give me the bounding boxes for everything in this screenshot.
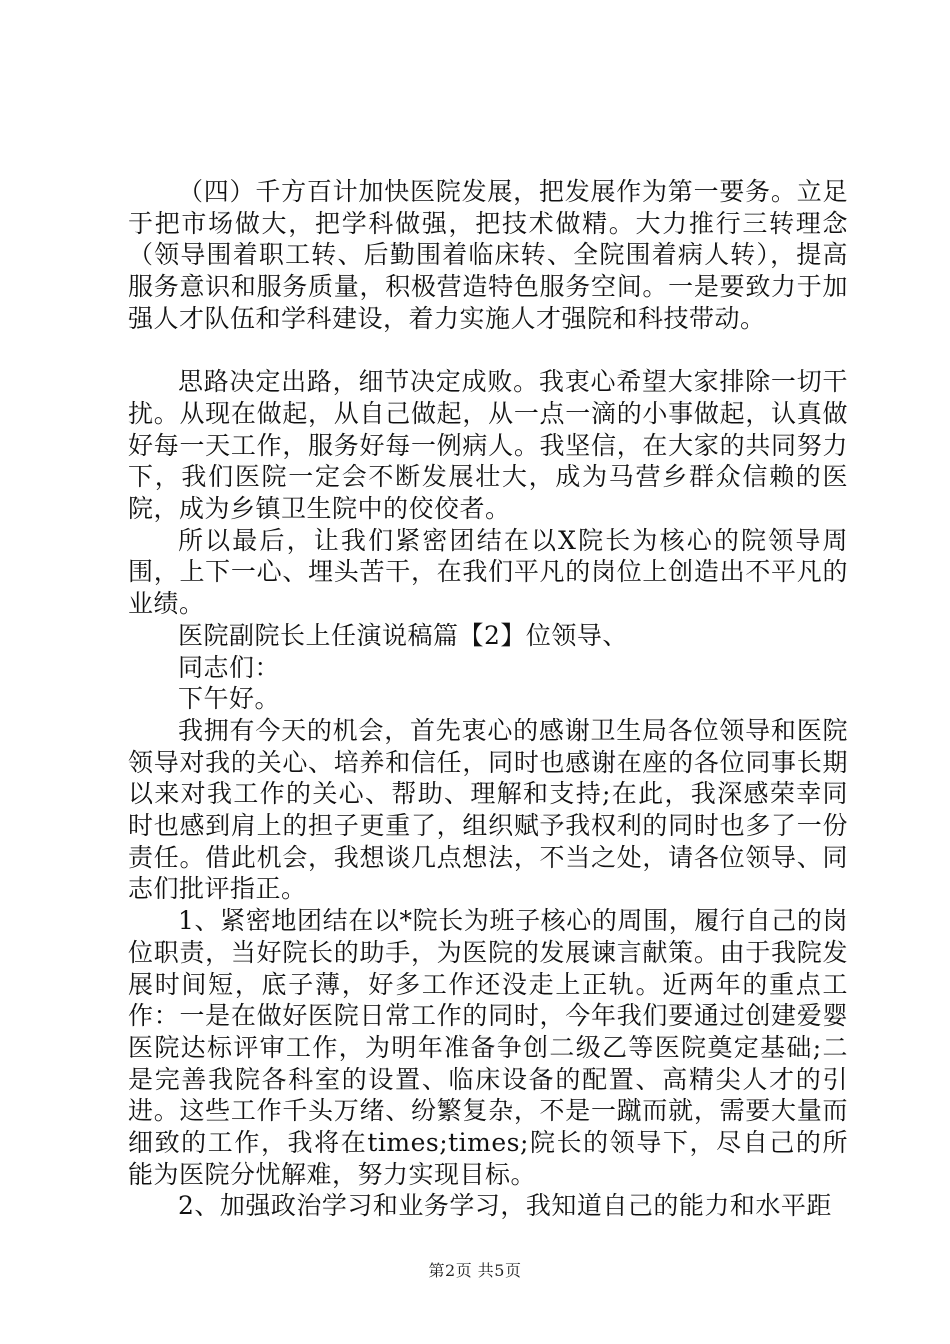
document-body	[128, 176, 848, 1222]
paragraph-mindset: 思路决定出路，细节决定成败。我衷心希望大家排除一切干扰。从现在做起，从自己做起，从一点一滴的小事做起，认真做好每一天工作，服务好每一例病人。我坚信，在大家的共同努力下，我们医院一定会不断发展壮大，成为马营乡群众信赖的医院，成为乡镇卫生院中的佼佼者。	[128, 367, 848, 524]
greeting-afternoon: 下午好。	[178, 684, 281, 714]
paragraph-closing-unity: 所以最后，让我们紧密团结在以X院长为核心的院领导周围，上下一心、埋头苦干，在我们平凡的岗位上创造出不平凡的业绩。	[128, 525, 848, 619]
paragraph-development-priority: （四）千方百计加快医院发展，把发展作为第一要务。立足于把市场做大，把学科做强，把技术做精。大力推行三转理念（领导围着职工转、后勤围着临床转、全院围着病人转），提高服务意识和服务质量，积极营造特色服务空间。一是要致力于加强人才队伍和学科建设，着力实施人才强院和科技带动。	[128, 177, 848, 333]
page-footer: 第2页 共5页	[428, 1261, 522, 1280]
paragraph-point-1: 1、紧密地团结在以*院长为班子核心的周围，履行自己的岗位职责，当好院长的助手，为医院的发展谏言献策。由于我院发展时间短，底子薄，好多工作还没走上正轨。近两年的重点工作：一是在做好医院日常工作的同时，今年我们要通过创建爱婴医院达标评审工作，为明年准备争创二级乙等医院奠定基础;二是完善我院各科室的设置、临床设备的配置、高精尖人才的引进。这些工作千头万绪、纷繁复杂，不是一蹴而就，需要大量而细致的工作，我将在times;times;院长的领导下，尽自己的所能为医院分忧解难，努力实现目标。	[128, 906, 848, 1189]
paragraph-gratitude: 我拥有今天的机会，首先衷心的感谢卫生局各位领导和医院领导对我的关心、培养和信任，同时也感谢在座的各位同事长期以来对我工作的关心、帮助、理解和支持;在此，我深感荣幸同时也感到肩上的担子更重了，组织赋予我权利的同时也多了一份责任。借此机会，我想谈几点想法，不当之处，请各位领导、同志们批评指正。	[128, 715, 848, 904]
salutation-comrades: 同志们：	[178, 652, 281, 682]
section-heading-speech-2: 医院副院长上任演说稿篇【2】位领导、	[178, 620, 628, 650]
paragraph-point-2: 2、加强政治学习和业务学习，我知道自己的能力和水平距	[178, 1191, 832, 1221]
